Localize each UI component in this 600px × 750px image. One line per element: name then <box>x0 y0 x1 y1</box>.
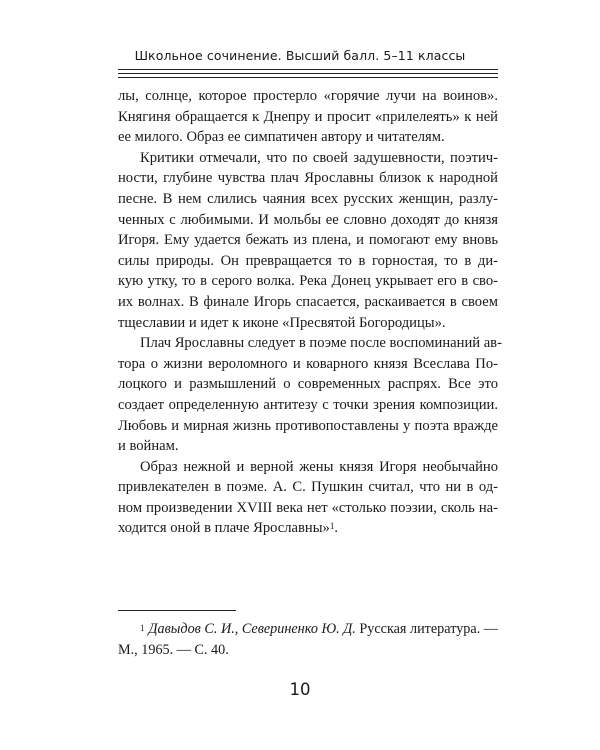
text-line: и войнам. <box>118 438 179 455</box>
text-line: кую утку, то в серого волка. Река Донец укрывает его в сво- <box>118 273 498 290</box>
footnote-reference: 1 <box>329 521 335 532</box>
footnote <box>118 619 498 660</box>
text-line: ности, глубине чувства плач Ярославны близок к народной <box>118 170 498 187</box>
text-line: ченных с любимыми. И мольбы ее словно доходят до князя <box>118 211 498 228</box>
footnote-line <box>118 619 498 640</box>
text-line <box>118 518 498 539</box>
text-line: тщеславии и идет к иконе «Пресвятой Богородицы». <box>118 314 446 331</box>
text-line: Образ нежной и верной жены князя Игоря необычайно <box>140 458 498 475</box>
text-fragment: ходится оной в плаче Ярославны» <box>118 520 330 537</box>
footnote-separator <box>118 610 236 611</box>
header-rule-middle <box>118 73 498 74</box>
text-line: Плач Ярославны следует в поэме после воспоминаний ав- <box>140 335 502 352</box>
footnote-marker: 1 <box>140 623 145 633</box>
text-line: Игоря. Ему удается бежать из плена, и помогают ему вновь <box>118 232 498 249</box>
text-line: Любовь и мирная жизнь противопоставлены у поэта вражде <box>118 417 498 434</box>
footnote-authors: Давыдов С. И., Севериненко Ю. Д. <box>148 621 356 637</box>
text-line: песне. В нем слились чаяния всех русских женщин, разлу- <box>118 190 498 207</box>
text-line: создает определенную антитезу с точки зрения композиции. <box>118 396 498 413</box>
text-line: их волнах. В финале Игорь спасается, раскаивается в своем <box>118 293 498 310</box>
header-rule-bottom <box>118 77 498 78</box>
body-text <box>118 86 502 539</box>
text-line: привлекателен в поэме. А. С. Пушкин считал, что ни в од- <box>118 479 498 496</box>
end-punctuation: . <box>334 520 338 537</box>
running-header: Школьное сочинение. Высший балл. 5–11 классы <box>134 48 466 63</box>
footnote-line: М., 1965. — С. 40. <box>118 641 229 658</box>
text-line: ее милого. Образ ее симпатичен автору и читателям. <box>118 129 445 146</box>
header-rule-top <box>118 69 498 70</box>
text-line: лы, солнце, которое простерло «горячие лучи на воинов». <box>118 88 498 104</box>
text-line: Критики отмечали, что по своей задушевности, поэтич- <box>140 149 498 166</box>
text-line: лоцкого и размышлений о современных распрях. Все это <box>118 376 498 393</box>
page-number: 10 <box>289 680 311 699</box>
footnote-title: Русская литература. — <box>355 621 498 637</box>
text-line: тора о жизни вероломного и коварного князя Всеслава По- <box>118 355 498 372</box>
text-line: силы природы. Он превращается то в горностая, то в ди- <box>118 252 498 269</box>
text-line: Княгиня обращается к Днепру и просит «прилелеять» к ней <box>118 108 498 125</box>
text-line: ном произведении XVIII века нет «столько поэзии, сколь на- <box>118 499 498 516</box>
